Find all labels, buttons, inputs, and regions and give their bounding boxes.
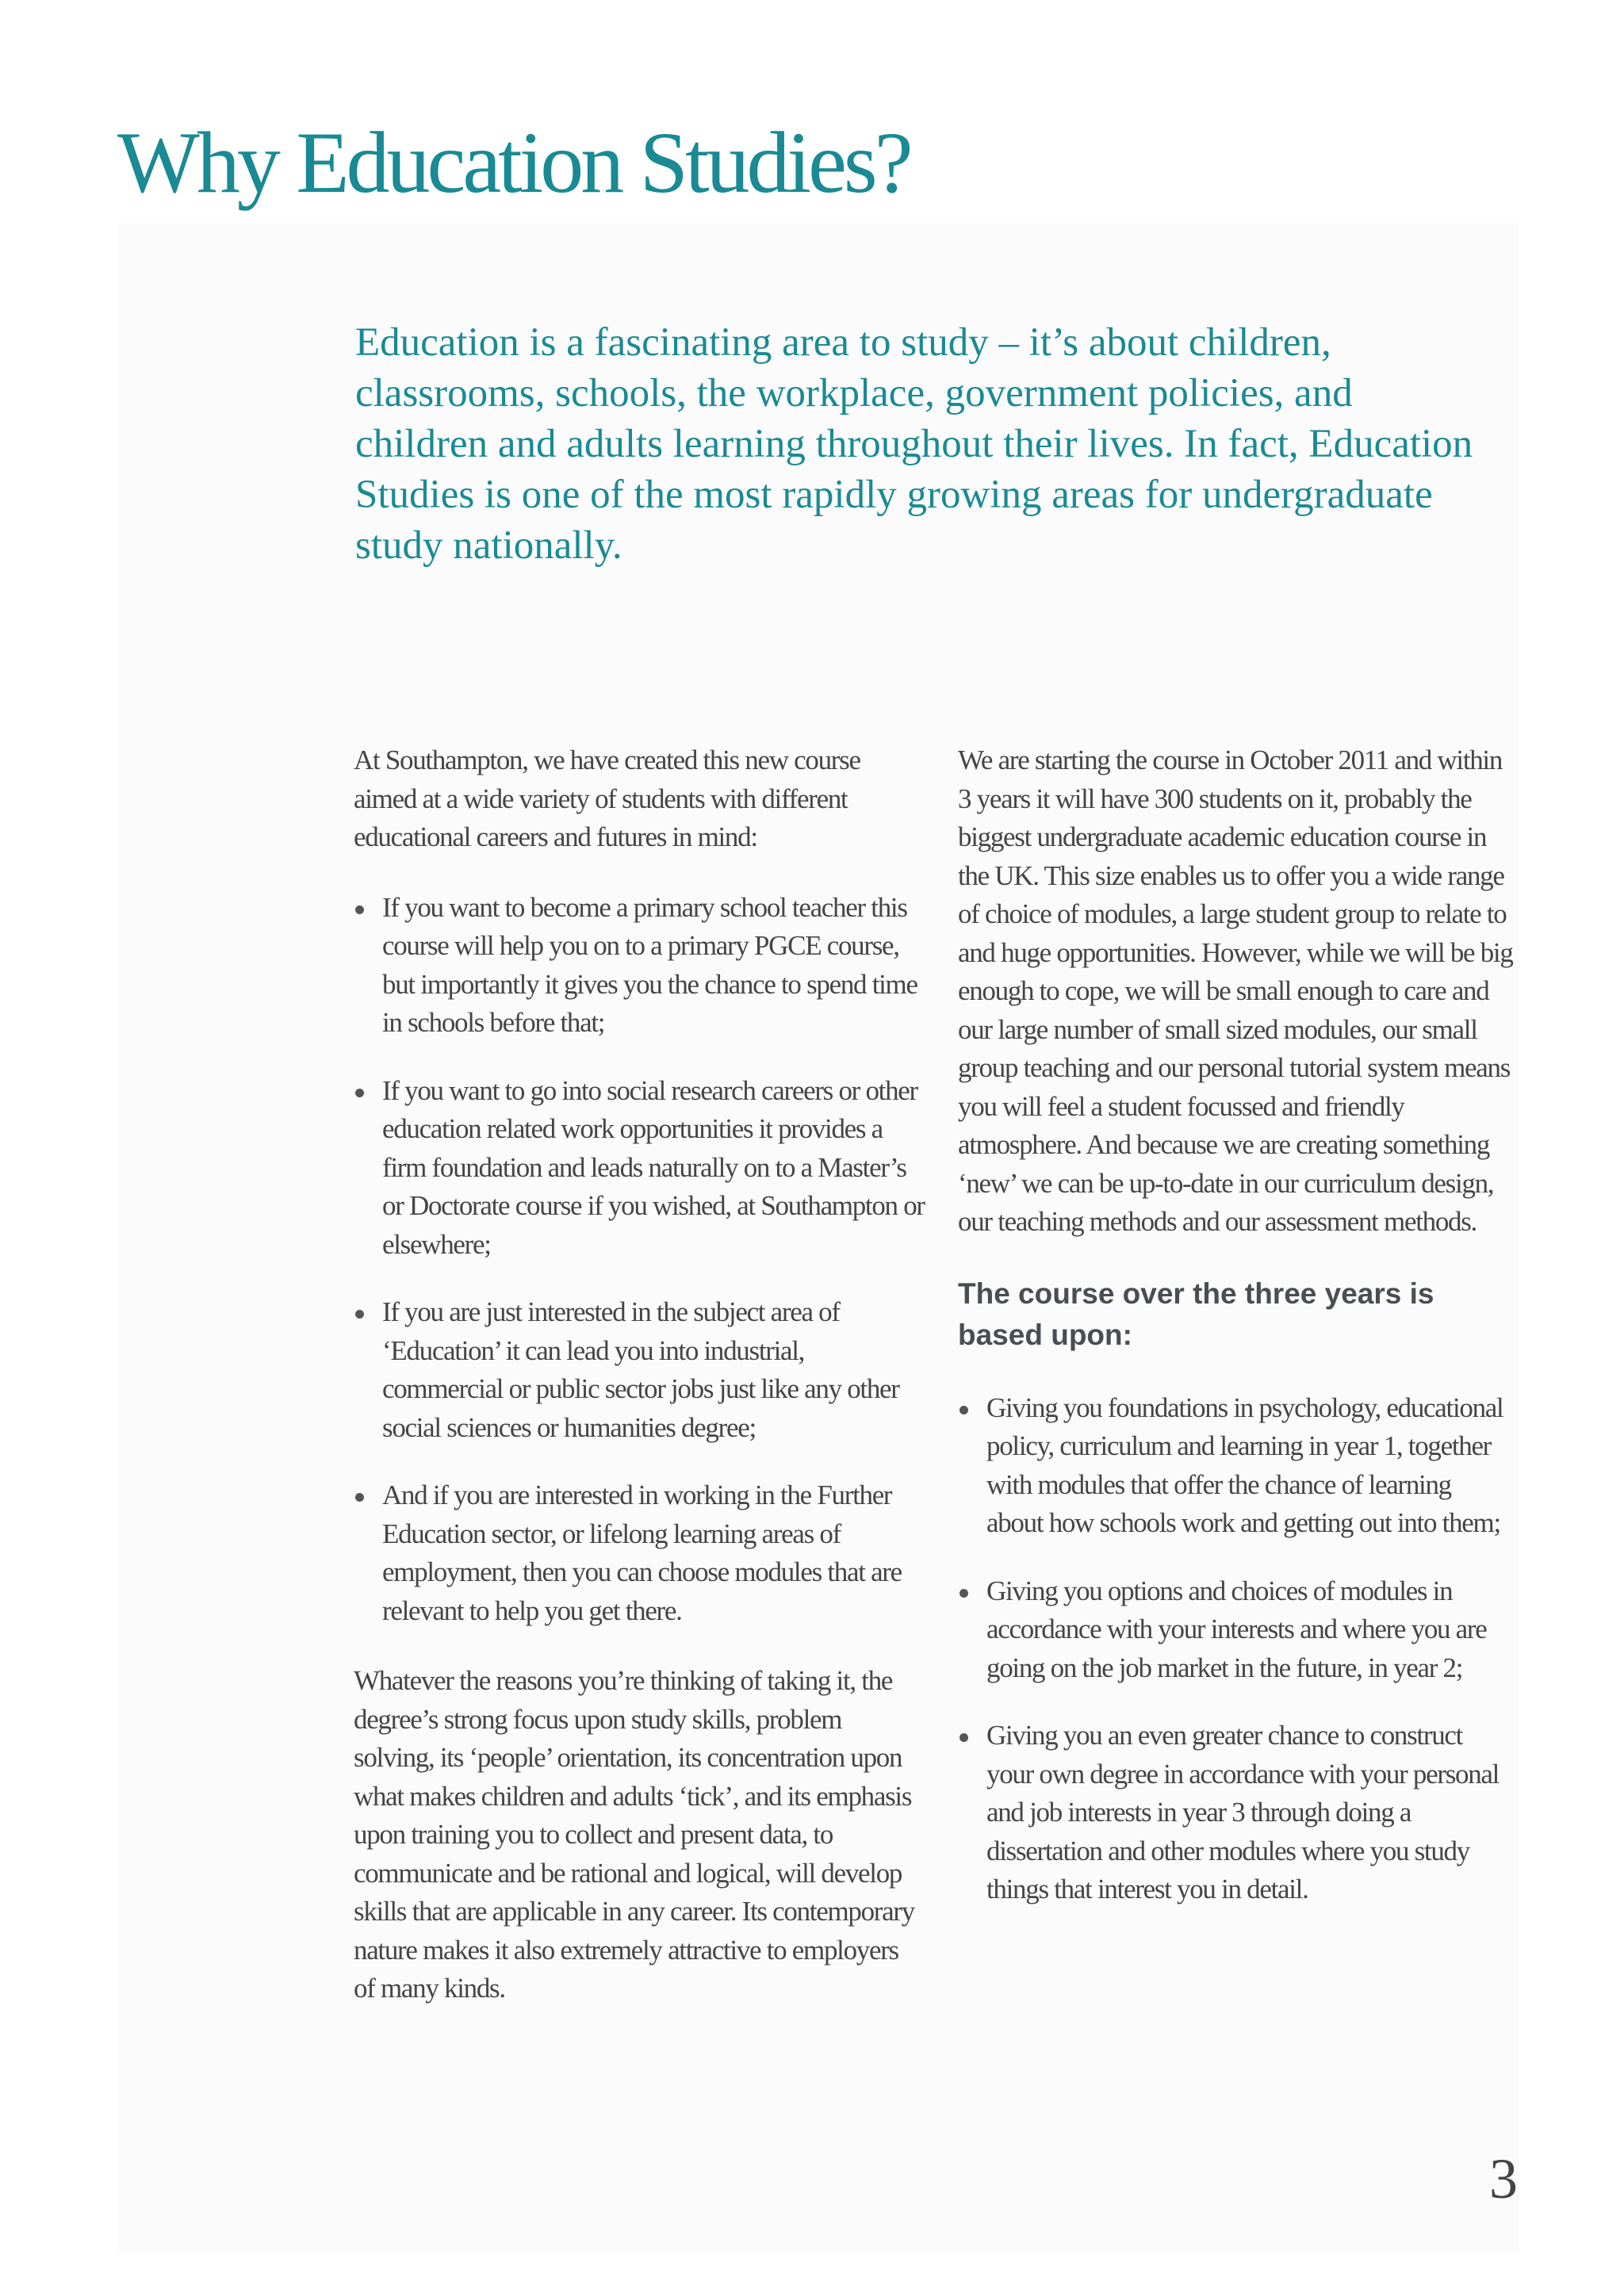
right-bullet-list <box>958 1389 1513 1909</box>
list-item: If you want to become a primary school teacher this course will help you on to a primary PGCE course, but importantly it gives you the chance to spend time in schools before that; <box>354 889 925 1043</box>
left-opening-paragraph: At Southampton, we have created this new course aimed at a wide variety of students with different educational careers and futures in mind: <box>354 745 860 852</box>
left-bullet-list <box>354 889 925 1631</box>
list-item: If you want to go into social research careers or other education related work opportunities it provides a firm foundation and leads naturally on to a Master’s or Doctorate course if you wished, at Southampton or elsewhere; <box>354 1072 925 1265</box>
list-item: Giving you options and choices of modules in accordance with your interests and where you are going on the job market in the future, in year 2; <box>958 1572 1513 1688</box>
page-title: Why Education Studies? <box>117 114 910 211</box>
page-number: 3 <box>1489 2147 1518 2211</box>
list-item: If you are just interested in the subject area of ‘Education’ it can lead you into industrial, commercial or public sector jobs just like any other social sciences or humanities degree; <box>354 1293 925 1447</box>
list-item: And if you are interested in working in the Further Education sector, or lifelong learning areas of employment, then you can choose modules that are relevant to help you get there. <box>354 1476 925 1630</box>
left-column <box>354 741 925 2040</box>
intro-paragraph: Education is a fascinating area to study – it’s about children, classrooms, schools, the workplace, government policies, and children and adults learning throughout their lives. In fact, Education Studies is one of the most rapidly growing areas for undergraduate study nationally. <box>355 320 1473 568</box>
left-closing-paragraph: Whatever the reasons you’re thinking of taking it, the degree’s strong focus upon study skills, problem solving, its ‘people’ orientation, its concentration upon what makes children and adults ‘tick’, and its emphasis upon training you to collect and present data, to communicate and be rational and logical, will develop skills that are applicable in any career. Its contemporary nature makes it also extremely attractive to employers of many kinds. <box>354 1665 914 2004</box>
list-item: Giving you foundations in psychology, educational policy, curriculum and learning in year 1, together with modules that offer the chance of learning about how schools work and getting out into them; <box>958 1389 1513 1543</box>
course-structure-heading: The course over the three years is based upon: <box>958 1277 1434 1351</box>
right-column <box>958 741 1513 1941</box>
right-opening-paragraph: We are starting the course in October 2011 and within 3 years it will have 300 students on it, probably the biggest undergraduate academic education course in the UK. This size enables us to offer you a wide range of choice of modules, a large student group to relate to and huge opportunities. However, while we will be big enough to cope, we will be small enough to care and our large number of small sized modules, our small group teaching and our personal tutorial system means you will feel a student focussed and friendly atmosphere. And because we are creating something ‘new’ we can be up-to-date in our curriculum design, our teaching methods and our assessment methods. <box>958 745 1513 1237</box>
list-item: Giving you an even greater chance to construct your own degree in accordance with your personal and job interests in year 3 through doing a dissertation and other modules where you study things that interest you in detail. <box>958 1717 1513 1909</box>
